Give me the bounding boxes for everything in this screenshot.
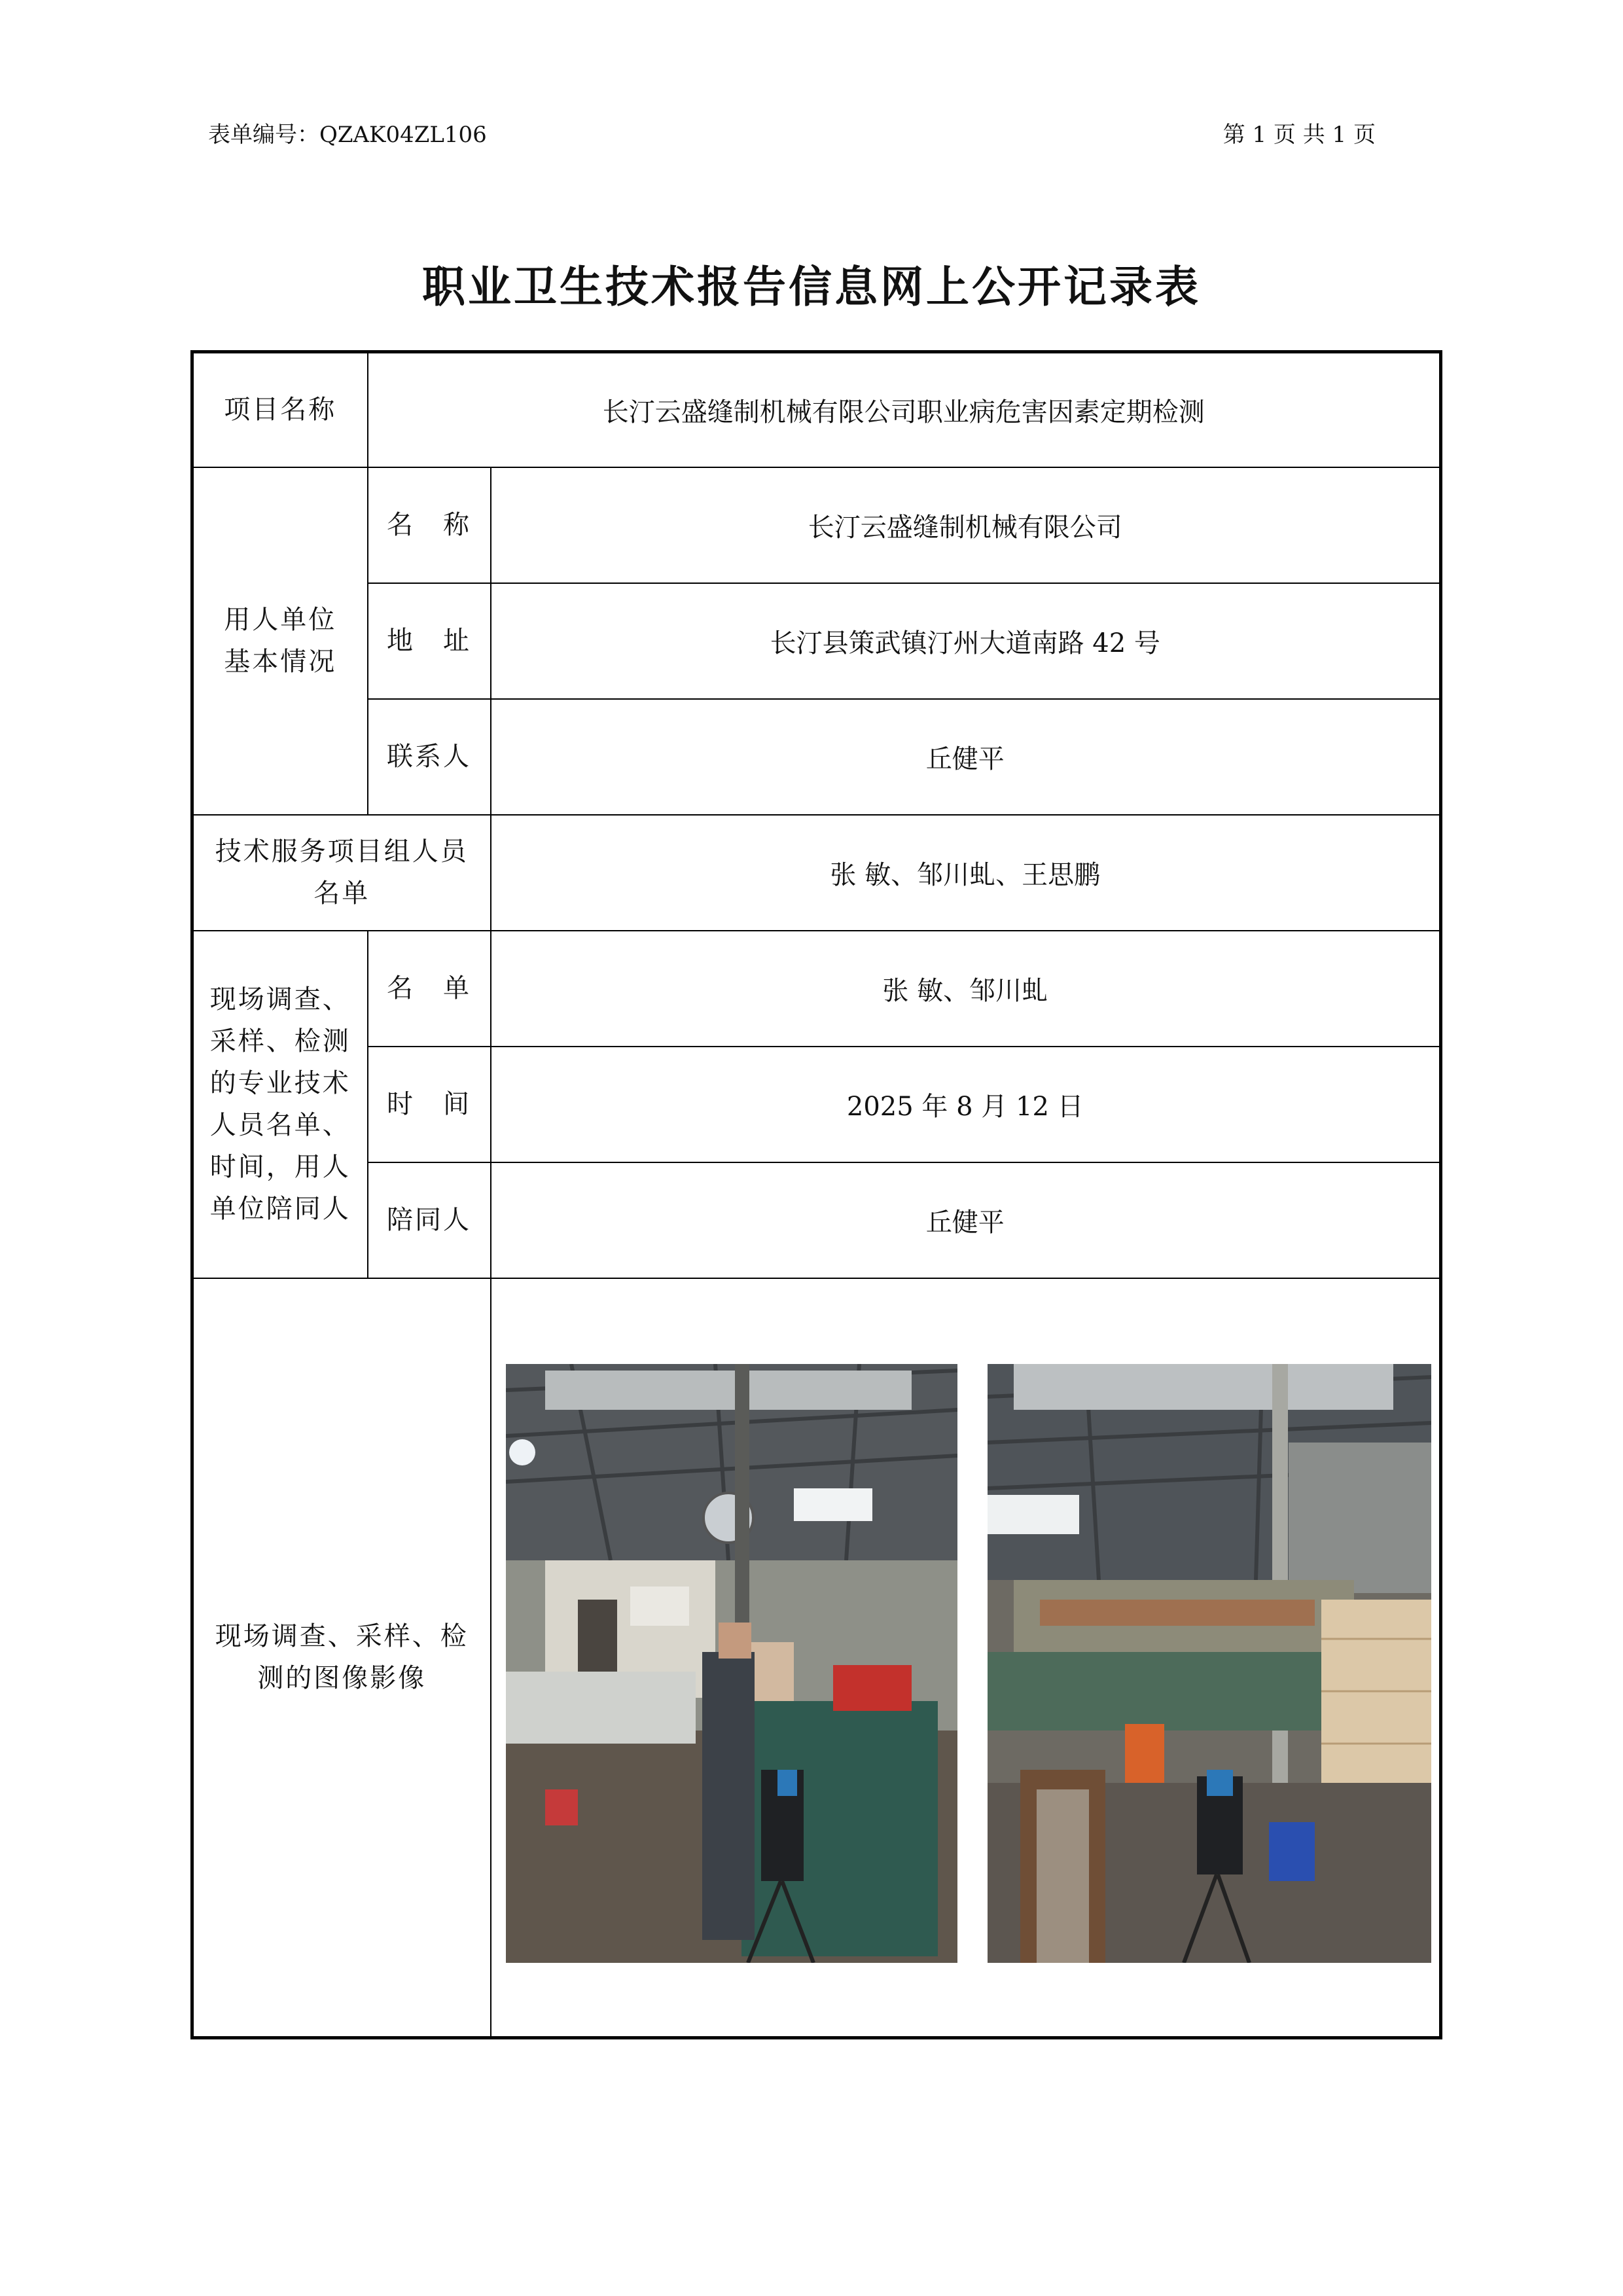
- row-team: [192, 815, 1441, 931]
- images-cell: [491, 1278, 1441, 2038]
- record-table: [190, 350, 1442, 2039]
- images-label: [192, 1278, 491, 2038]
- site-photo-2: [988, 1364, 1431, 1963]
- employer-info-label-line2: 基本情况: [224, 647, 337, 677]
- name-label: 名 称: [368, 467, 491, 583]
- name-value: 长汀云盛缝制机械有限公司: [491, 467, 1441, 583]
- address-value: 长汀县策武镇汀州大道南路 42 号: [491, 583, 1441, 699]
- row-survey-escort: [192, 1162, 1441, 1278]
- team-label-line2: 名单: [313, 878, 370, 908]
- survey-staff-label: [192, 931, 368, 1278]
- team-label: [192, 815, 491, 931]
- employer-info-label: [192, 467, 368, 815]
- images-label-line1: 现场调查、采样、检: [215, 1621, 469, 1652]
- address-label: 地 址: [368, 583, 491, 699]
- survey-label-line: 现场调查、: [209, 984, 351, 1014]
- project-name-value: 长汀云盛缝制机械有限公司职业病危害因素定期检测: [368, 352, 1441, 467]
- row-survey-time: [192, 1047, 1441, 1162]
- escort-label: 陪同人: [368, 1162, 491, 1278]
- list-value: 张 敏、邹川虬: [491, 931, 1441, 1047]
- row-project: [192, 352, 1441, 467]
- row-survey-list: [192, 931, 1441, 1047]
- survey-label-line: 单位陪同人: [209, 1194, 351, 1224]
- contact-label: 联系人: [368, 699, 491, 815]
- contact-value: 丘健平: [491, 699, 1441, 815]
- project-name-label: 项目名称: [192, 352, 368, 467]
- row-contact: [192, 699, 1441, 815]
- team-label-line1: 技术服务项目组人员: [215, 836, 469, 867]
- escort-value: 丘健平: [491, 1162, 1441, 1278]
- document-title: 职业卫生技术报告信息网上公开记录表: [422, 262, 1201, 312]
- row-images: [192, 1278, 1441, 2038]
- time-label: 时 间: [368, 1047, 491, 1162]
- row-address: [192, 583, 1441, 699]
- survey-label-line: 采样、检测: [209, 1026, 351, 1056]
- row-employer-name: [192, 467, 1441, 583]
- site-photo-1: [506, 1364, 957, 1963]
- survey-label-line: 人员名单、: [209, 1110, 351, 1140]
- survey-label-line: 的专业技术: [209, 1068, 351, 1098]
- team-value: 张 敏、邹川虬、王思鹏: [491, 815, 1441, 931]
- time-value: 2025 年 8 月 12 日: [491, 1047, 1441, 1162]
- survey-label-line: 时间，用人: [209, 1152, 351, 1182]
- list-label: 名 单: [368, 931, 491, 1047]
- page-number: 第 1 页 共 1 页: [1222, 122, 1376, 148]
- images-label-line2: 测的图像影像: [257, 1663, 427, 1694]
- employer-info-label-line1: 用人单位: [224, 605, 337, 635]
- form-number: 表单编号：QZAK04ZL106: [208, 122, 487, 148]
